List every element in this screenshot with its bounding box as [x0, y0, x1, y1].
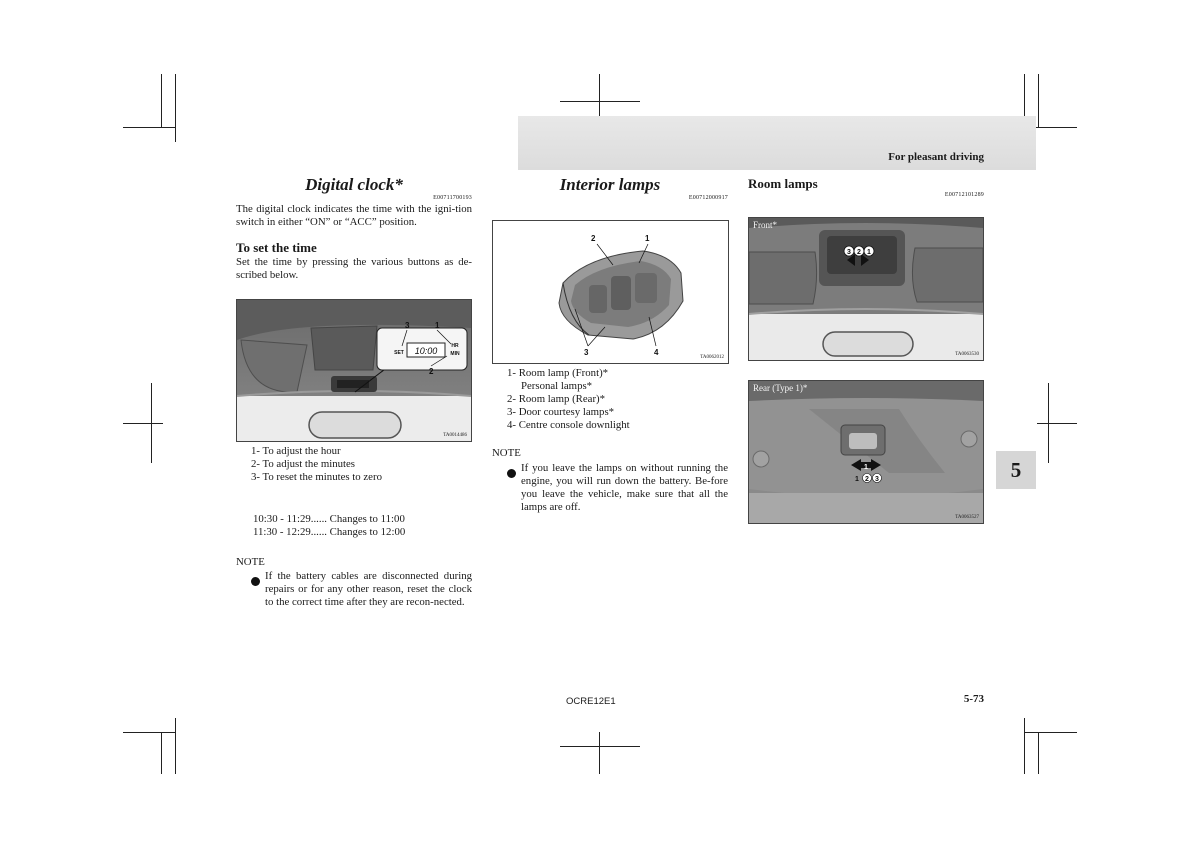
interior-callout-3: 3	[584, 348, 589, 357]
digital-clock-title: Digital clock*	[305, 175, 403, 194]
list-item: 3- To reset the minutes to zero	[251, 471, 382, 483]
digital-clock-intro: The digital clock indicates the time with the igni-tion switch in either “ON” or “ACC” position.	[236, 203, 472, 228]
clock-button-min: MIN	[450, 351, 460, 357]
section-title: For pleasant driving	[888, 151, 984, 163]
interior-lamps-figure	[492, 220, 729, 364]
clock-callout-1: 1	[435, 321, 440, 330]
room-lamps-title: Room lamps	[748, 176, 818, 191]
list-item: 3- Door courtesy lamps*	[507, 406, 615, 418]
list-item: 2- To adjust the minutes	[251, 458, 356, 470]
interior-callout-1: 1	[645, 234, 650, 243]
interior-note-text: If you leave the lamps on without running the engine, you will run down the battery. Be-fore you leave the vehicle, make sure that all the lamps are off.	[521, 462, 728, 513]
clock-button-list	[251, 445, 382, 484]
list-item: Personal lamps*	[521, 380, 593, 392]
interior-figure-code: TA0062012	[700, 355, 724, 360]
interior-callout-4: 4	[654, 348, 659, 357]
set-time-heading: To set the time	[236, 240, 317, 255]
rear-lamp-illustration	[749, 381, 983, 523]
car-cutaway-illustration	[493, 221, 728, 363]
set-time-text: Set the time by pressing the various buttons as de-scribed below.	[236, 256, 472, 281]
front-figure-label: Front*	[753, 220, 778, 230]
bullet-icon	[507, 465, 516, 483]
rear-figure-label: Rear (Type 1)*	[753, 383, 808, 393]
clock-callout-2: 2	[429, 367, 434, 376]
front-callout-2: 2	[857, 249, 861, 256]
interior-lamps-code: E00712000917	[688, 195, 728, 201]
clock-display-text: 10:00	[414, 346, 438, 356]
rear-lamp-figure	[748, 380, 984, 524]
clock-callout-3: 3	[405, 321, 410, 330]
front-lamp-illustration	[749, 218, 983, 360]
interior-callout-2: 2	[591, 234, 596, 243]
list-item: 2- Room lamp (Rear)*	[507, 393, 606, 405]
rear-callout-3: 3	[875, 476, 879, 483]
front-lamp-figure	[748, 217, 984, 361]
reset-rule: 10:30 - 11:29...... Changes to 11:00	[253, 513, 405, 525]
reset-rules	[253, 513, 405, 539]
front-figure-code: TA0063530	[955, 352, 979, 357]
document-code: OCRE12E1	[566, 696, 616, 707]
clock-figure-code: TA0014486	[443, 433, 467, 438]
rear-figure-code: TA0063527	[955, 515, 979, 520]
digital-clock-code: E00711700193	[433, 195, 472, 201]
clock-button-set: SET	[394, 350, 404, 356]
clock-figure	[236, 299, 472, 442]
clock-illustration	[237, 300, 471, 441]
rear-callout-1: 1	[864, 464, 868, 471]
interior-lamps-title: Interior lamps	[559, 175, 661, 194]
clock-note-label: NOTE	[236, 556, 265, 568]
interior-note-label: NOTE	[492, 447, 521, 459]
reset-rule: 11:30 - 12:29...... Changes to 12:00	[253, 526, 406, 538]
front-callout-1: 1	[867, 249, 871, 256]
clock-button-hr: HR	[451, 343, 459, 349]
list-item: 4- Centre console downlight	[507, 419, 630, 431]
page-number: 5-73	[963, 693, 984, 705]
bullet-icon	[251, 573, 260, 591]
list-item: 1- Room lamp (Front)*	[507, 367, 609, 379]
room-lamps-code: E00712101289	[944, 192, 984, 198]
interior-lamps-list	[507, 367, 630, 432]
rear-callout-2: 2	[865, 476, 869, 483]
front-callout-3: 3	[847, 249, 851, 256]
chapter-tab: 5	[996, 451, 1036, 489]
rear-callout-1-lower: 1	[855, 476, 859, 483]
list-item: 1- To adjust the hour	[251, 445, 341, 457]
clock-note-text: If the battery cables are disconnected during repairs or for any other reason, reset the clock to the correct time after they are recon-nected.	[265, 570, 472, 608]
